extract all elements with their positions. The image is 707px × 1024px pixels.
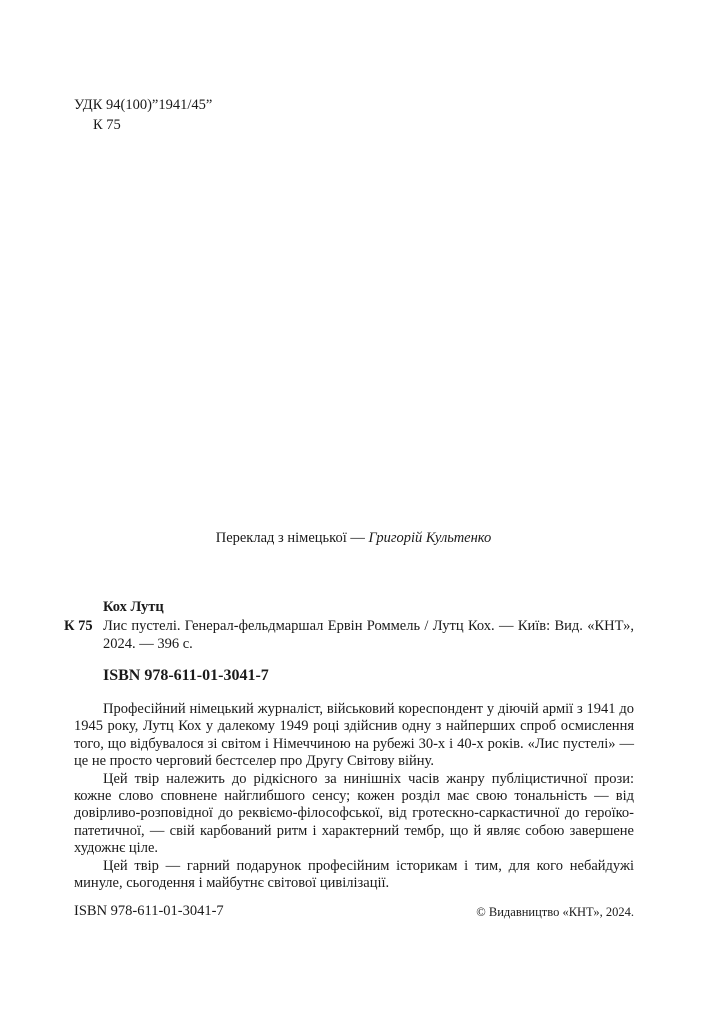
translator-prefix: Переклад з німецької — (215, 530, 369, 546)
abstract-paragraph-2: Цей твір належить до рідкісного за нинішніх часів жанру публіцистичної прози: кожне слово сповнене найглибшого сенсу; кожен розділ має свою тональність — від довірливо-розповідної до реквіємо-філософської, від гротескно-саркастичної до героїко-патетичної, — свій карбований ритм і характерний тембр, що й являє собою завершене художнє ціле. (74, 770, 634, 857)
translator-name: Григорій Культенко (368, 530, 492, 546)
footer-isbn: ISBN 978-611-01-3041-7 (74, 903, 224, 919)
author-mark: К 75 (93, 117, 121, 133)
catalog-isbn: ISBN 978-611-01-3041-7 (103, 667, 269, 684)
abstract-paragraph-1: Професійний німецький журналіст, військовий кореспондент у діючій армії з 1941 до 1945 року, Лутц Кох у далекому 1949 році здійснив одну з найперших спроб осмислення того, що відбувалося зі світом і Німеччиною на рубежі 30-х і 40-х років. «Лис пустелі» — це не просто черговий бестселер про Другу Світову війну. (74, 701, 634, 770)
catalog-author: Кох Лутц (103, 599, 164, 615)
copyright-notice: © Видавництво «КНТ», 2024. (476, 905, 634, 919)
catalog-description: Лис пустелі. Генерал-фельдмаршал Ервін Роммель / Лутц Кох. — Київ: Вид. «КНТ», 2024. — 396 с. (103, 618, 634, 652)
udk-block (74, 95, 212, 135)
abstract (74, 701, 634, 892)
abstract-paragraph-3: Цей твір — гарний подарунок професійним історикам і тим, для кого небайдужі минуле, сьогодення і майбутнє світової цивілізації. (74, 857, 634, 892)
udk-code: УДК 94(100)”1941/45” (74, 97, 213, 113)
catalog-index: К 75 (64, 618, 93, 634)
translator-credit (0, 530, 707, 547)
